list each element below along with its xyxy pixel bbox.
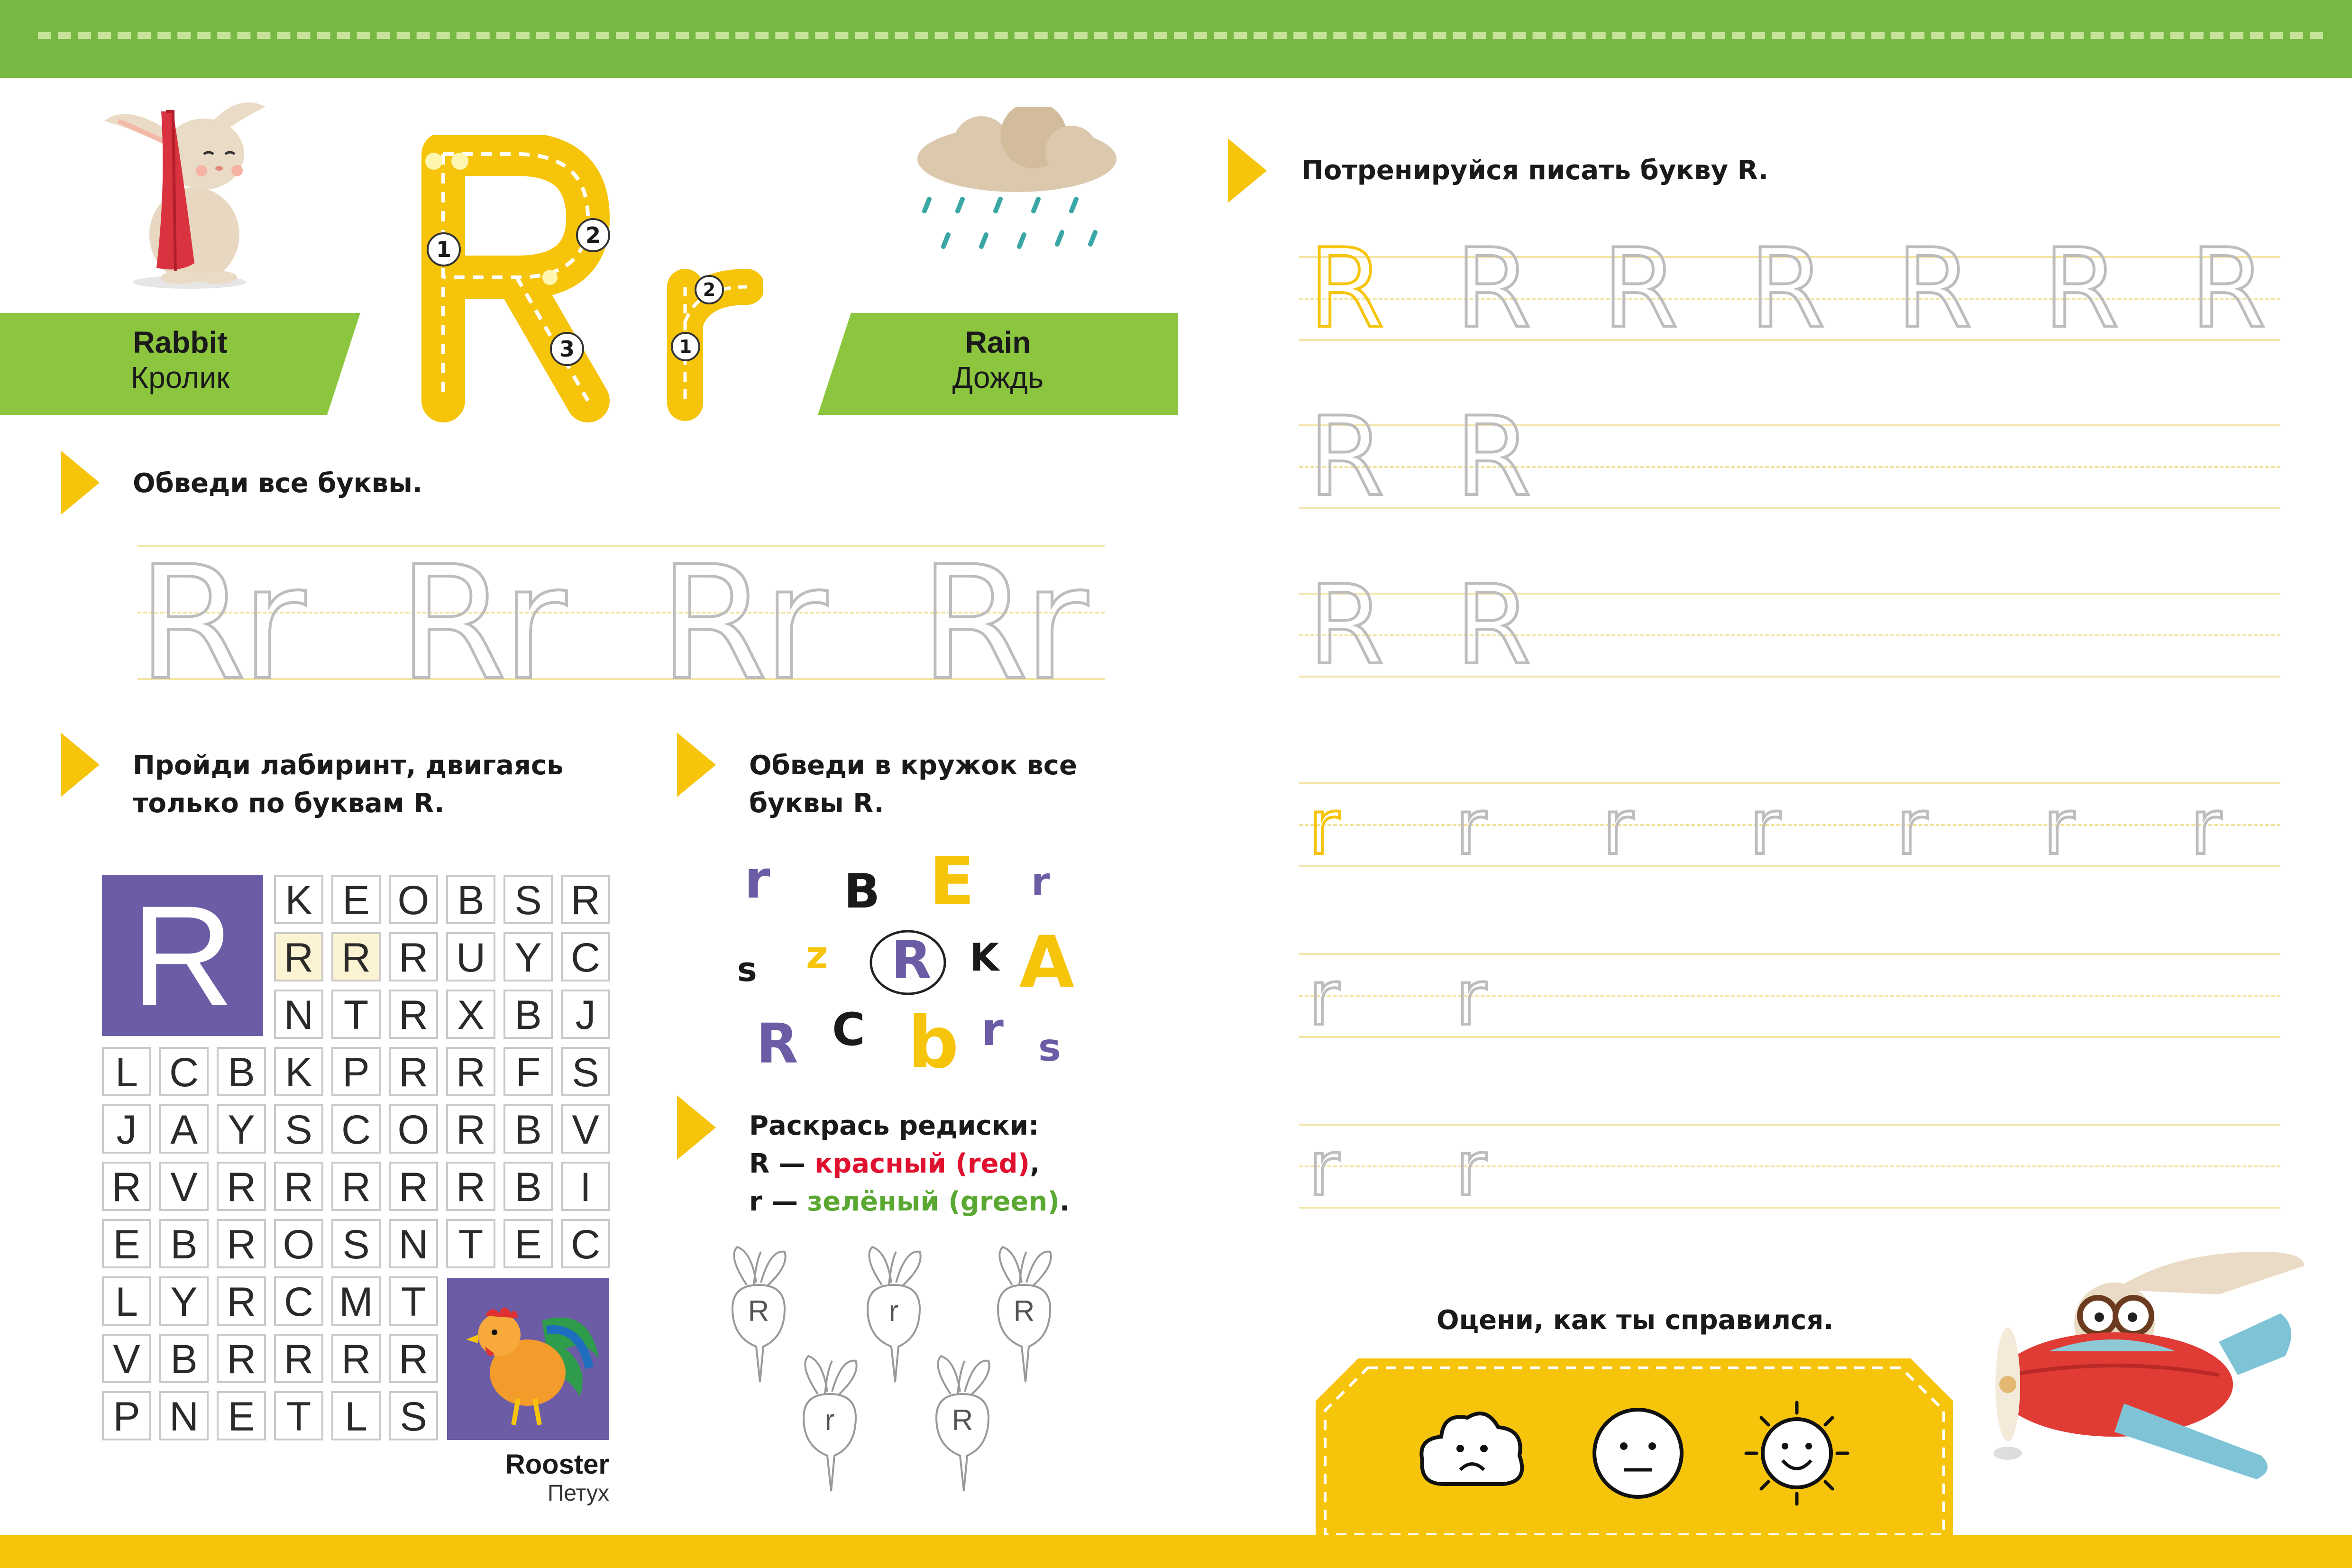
- practice-guide-bottom: [1299, 865, 2280, 867]
- maze-cell[interactable]: U: [446, 932, 495, 981]
- maze-cell[interactable]: R: [389, 1047, 438, 1096]
- maze-cell[interactable]: R: [331, 1334, 381, 1383]
- practice-letter[interactable]: R: [1309, 562, 1384, 689]
- top-bar-stitch: [38, 32, 2323, 39]
- maze-start-tile: R: [102, 875, 263, 1036]
- banner-right-russian: Дождь: [952, 360, 1044, 394]
- task-circle-line1: Обведи в кружок все: [749, 750, 1077, 781]
- sad-cloud-icon[interactable]: [1415, 1403, 1529, 1503]
- maze-cell[interactable]: E: [503, 1219, 553, 1268]
- color-upper-suffix: ,: [1030, 1148, 1040, 1179]
- maze-cell[interactable]: E: [331, 875, 381, 924]
- task-color-line1: Раскрась редиски:: [749, 1110, 1039, 1141]
- maze-cell[interactable]: C: [159, 1047, 209, 1096]
- radish-letter: R: [952, 1404, 973, 1437]
- top-bar: [0, 0, 2352, 78]
- practice-guide-mid: [1299, 995, 2280, 997]
- rabbit-illustration: [95, 92, 275, 292]
- scatter-letter[interactable]: s: [1038, 1026, 1061, 1070]
- maze-cell[interactable]: T: [274, 1391, 323, 1440]
- maze-cell[interactable]: T: [446, 1219, 495, 1268]
- practice-guide-bottom: [1299, 1036, 2280, 1038]
- maze-cell[interactable]: S: [389, 1391, 438, 1440]
- task-maze-line2: только по буквам R.: [133, 788, 445, 819]
- practice-guide-top: [1299, 593, 2280, 595]
- trace-pair-1: Rr: [137, 532, 301, 715]
- happy-sun-icon[interactable]: [1738, 1399, 1856, 1508]
- practice-guide-top: [1299, 953, 2280, 955]
- big-letter-r-upper: [408, 135, 626, 429]
- maze-cell[interactable]: R: [217, 1219, 266, 1268]
- maze-cell[interactable]: R: [446, 1104, 495, 1154]
- practice-letter[interactable]: R: [1896, 226, 1972, 352]
- maze-cell[interactable]: C: [561, 1219, 610, 1268]
- practice-letter[interactable]: R: [2190, 226, 2266, 352]
- maze-cell[interactable]: I: [561, 1162, 610, 1211]
- maze-cell[interactable]: Y: [217, 1104, 266, 1154]
- color-lower-suffix: .: [1059, 1186, 1070, 1217]
- color-upper-word: красный (red): [815, 1148, 1030, 1179]
- maze-cell[interactable]: N: [159, 1391, 209, 1440]
- radish-letter: r: [888, 1295, 899, 1328]
- scatter-letter[interactable]: K: [970, 935, 999, 980]
- scatter-letter[interactable]: r: [744, 849, 770, 910]
- color-lower-word: зелёный (green): [807, 1186, 1060, 1217]
- practice-guide-mid: [1299, 1165, 2280, 1167]
- practice-guide-top: [1299, 424, 2280, 426]
- maze-cell[interactable]: L: [102, 1047, 151, 1096]
- scatter-letter[interactable]: r: [981, 1004, 1004, 1056]
- maze-cell[interactable]: O: [274, 1219, 323, 1268]
- practice-letter[interactable]: R: [1455, 226, 1531, 352]
- maze-cell[interactable]: V: [102, 1334, 151, 1383]
- task-maze-line1: Пройди лабиринт, двигаясь: [133, 750, 564, 781]
- radish[interactable]: [718, 1242, 799, 1385]
- maze-cell[interactable]: B: [503, 990, 553, 1039]
- maze-cell[interactable]: L: [331, 1391, 381, 1440]
- maze-cell[interactable]: B: [503, 1104, 553, 1154]
- maze-cell[interactable]: R: [389, 990, 438, 1039]
- maze-cell[interactable]: M: [331, 1276, 381, 1326]
- scatter-letter[interactable]: R: [756, 1012, 798, 1076]
- bottom-bar: [0, 1535, 2352, 1568]
- practice-letter[interactable]: R: [1309, 226, 1384, 352]
- maze-cell[interactable]: Y: [503, 932, 553, 981]
- radish-letter: R: [748, 1295, 769, 1328]
- maze-cell[interactable]: B: [159, 1219, 209, 1268]
- maze-cell[interactable]: S: [561, 1047, 610, 1096]
- maze-cell[interactable]: R: [217, 1162, 266, 1211]
- practice-letter[interactable]: r: [1749, 783, 1781, 871]
- practice-letter[interactable]: R: [1749, 226, 1825, 352]
- scatter-letter[interactable]: R: [891, 930, 932, 990]
- color-upper-prefix: R —: [749, 1148, 815, 1179]
- task-arrow-practice: [1228, 138, 1267, 203]
- scatter-letter[interactable]: E: [929, 843, 975, 920]
- scatter-letter[interactable]: b: [908, 1002, 959, 1084]
- task-circle-line2: буквы R.: [749, 788, 884, 819]
- maze-cell[interactable]: F: [503, 1047, 553, 1096]
- task-circle-heading: [749, 747, 1077, 823]
- maze-cell[interactable]: O: [389, 1104, 438, 1154]
- task-arrow-circle: [677, 733, 716, 797]
- practice-guide-bottom: [1299, 676, 2280, 678]
- stroke-number-3: 3: [550, 332, 584, 366]
- maze-cell[interactable]: J: [102, 1104, 151, 1154]
- radish-letter: r: [824, 1404, 835, 1437]
- maze-cell[interactable]: B: [159, 1334, 209, 1383]
- maze-cell[interactable]: R: [217, 1276, 266, 1326]
- banner-left: [0, 325, 360, 395]
- trace-pair-3: Rr: [659, 532, 823, 715]
- maze-cell[interactable]: R: [274, 1334, 323, 1383]
- maze-cell[interactable]: X: [446, 990, 495, 1039]
- practice-guide-bottom: [1299, 1207, 2280, 1209]
- practice-letter[interactable]: r: [1309, 1124, 1340, 1213]
- maze-cell[interactable]: R: [274, 932, 323, 981]
- stroke-number-lower-1: 1: [671, 332, 700, 361]
- radish-letter: R: [1013, 1295, 1035, 1328]
- task-color-line2: [749, 1145, 1070, 1183]
- maze-cell[interactable]: S: [331, 1219, 381, 1268]
- practice-guide-mid: [1299, 634, 2280, 636]
- practice-letter[interactable]: R: [1455, 394, 1531, 521]
- task-maze-heading: [133, 747, 564, 823]
- maze-cell[interactable]: Y: [159, 1276, 209, 1326]
- neutral-face-icon[interactable]: [1588, 1403, 1688, 1503]
- practice-letter[interactable]: R: [2043, 226, 2119, 352]
- scatter-letter[interactable]: C: [832, 1004, 865, 1056]
- maze-cell[interactable]: R: [274, 1162, 323, 1211]
- scatter-letter[interactable]: r: [1031, 860, 1050, 904]
- maze-cell[interactable]: R: [446, 1162, 495, 1211]
- practice-letter[interactable]: r: [1455, 783, 1487, 871]
- rain-cloud-illustration: [910, 107, 1124, 268]
- task-practice-heading: Потренируйся писать букву R.: [1301, 155, 1769, 186]
- practice-guide-bottom: [1299, 507, 2280, 509]
- example-circle: [868, 927, 948, 998]
- task-color-heading: [749, 1107, 1070, 1221]
- radish[interactable]: [789, 1351, 870, 1494]
- scatter-letter[interactable]: z: [806, 933, 828, 977]
- maze-cell[interactable]: N: [274, 990, 323, 1039]
- task-color-line3: [749, 1183, 1070, 1221]
- maze-cell[interactable]: N: [389, 1219, 438, 1268]
- task-arrow-maze: [61, 733, 100, 797]
- maze-cell[interactable]: A: [159, 1104, 209, 1154]
- banner-right: [856, 325, 1140, 395]
- maze-cell[interactable]: O: [389, 875, 438, 924]
- rooster-illustration: [447, 1278, 609, 1440]
- practice-letter[interactable]: r: [1455, 954, 1487, 1042]
- maze-cell[interactable]: K: [274, 1047, 323, 1096]
- maze-cell[interactable]: C: [274, 1276, 323, 1326]
- trace-pair-4: Rr: [920, 532, 1083, 715]
- practice-guide-mid: [1299, 466, 2280, 468]
- maze-cell[interactable]: R: [102, 1162, 151, 1211]
- maze-cell[interactable]: C: [561, 932, 610, 981]
- stroke-number-lower-2: 2: [695, 275, 724, 304]
- stroke-number-1: 1: [427, 232, 461, 266]
- rabbit-plane-illustration: [1972, 1233, 2323, 1498]
- maze-cell[interactable]: R: [389, 932, 438, 981]
- maze-cell[interactable]: E: [102, 1219, 151, 1268]
- maze-cell[interactable]: B: [446, 875, 495, 924]
- practice-guide-mid: [1299, 824, 2280, 826]
- maze-cell[interactable]: P: [102, 1391, 151, 1440]
- practice-letter[interactable]: r: [1309, 783, 1340, 871]
- maze-cell[interactable]: J: [561, 990, 610, 1039]
- maze-cell[interactable]: K: [274, 875, 323, 924]
- maze-cell[interactable]: R: [561, 875, 610, 924]
- practice-guide-top: [1299, 1124, 2280, 1126]
- practice-letter[interactable]: r: [1602, 783, 1634, 871]
- maze-cell[interactable]: R: [446, 1047, 495, 1096]
- practice-letter[interactable]: R: [1602, 226, 1678, 352]
- maze-cell[interactable]: T: [331, 990, 381, 1039]
- maze-cell[interactable]: B: [217, 1047, 266, 1096]
- task-trace-heading: Обведи все буквы.: [133, 468, 423, 499]
- maze-cell[interactable]: T: [389, 1276, 438, 1326]
- maze-cell[interactable]: R: [331, 932, 381, 981]
- practice-letter[interactable]: r: [2190, 783, 2222, 871]
- banner-left-russian: Кролик: [130, 360, 230, 394]
- maze-cell[interactable]: B: [503, 1162, 553, 1211]
- maze-cell[interactable]: S: [274, 1104, 323, 1154]
- practice-letter[interactable]: R: [1309, 394, 1384, 521]
- maze-cell[interactable]: L: [102, 1276, 151, 1326]
- task-rate-heading: Оцени, как ты справился.: [1437, 1305, 1834, 1336]
- maze-cell[interactable]: V: [159, 1162, 209, 1211]
- rooster-label-russian: Петух: [547, 1481, 609, 1506]
- practice-letter[interactable]: r: [1455, 1124, 1487, 1213]
- practice-guide-top: [1299, 782, 2280, 784]
- banner-left-english: Rabbit: [133, 325, 228, 359]
- banner-right-english: Rain: [965, 325, 1031, 359]
- scatter-letter[interactable]: s: [737, 950, 757, 989]
- maze-cell[interactable]: R: [389, 1334, 438, 1383]
- practice-letter[interactable]: r: [1309, 954, 1340, 1042]
- maze-cell[interactable]: V: [561, 1104, 610, 1154]
- maze-cell[interactable]: E: [217, 1391, 266, 1440]
- task-arrow-trace: [61, 450, 100, 515]
- maze-cell[interactable]: S: [503, 875, 553, 924]
- scatter-letter[interactable]: B: [844, 863, 880, 919]
- maze-cell[interactable]: R: [331, 1162, 381, 1211]
- maze-cell[interactable]: R: [217, 1334, 266, 1383]
- practice-letter[interactable]: r: [2043, 783, 2075, 871]
- radish[interactable]: [922, 1351, 1003, 1494]
- scatter-letter[interactable]: A: [1019, 921, 1075, 1004]
- maze-cell[interactable]: R: [389, 1162, 438, 1211]
- rooster-label-english: Rooster: [505, 1449, 609, 1480]
- rooster-label: [447, 1449, 609, 1506]
- practice-letter[interactable]: R: [1455, 562, 1531, 689]
- maze-cell[interactable]: P: [331, 1047, 381, 1096]
- task-arrow-color: [677, 1095, 716, 1160]
- stroke-number-2: 2: [576, 218, 610, 252]
- color-lower-prefix: r —: [749, 1186, 807, 1217]
- maze-cell[interactable]: C: [331, 1104, 381, 1154]
- practice-letter[interactable]: r: [1896, 783, 1928, 871]
- trace-pair-2: Rr: [398, 532, 562, 715]
- maze-end-tile: [447, 1278, 609, 1440]
